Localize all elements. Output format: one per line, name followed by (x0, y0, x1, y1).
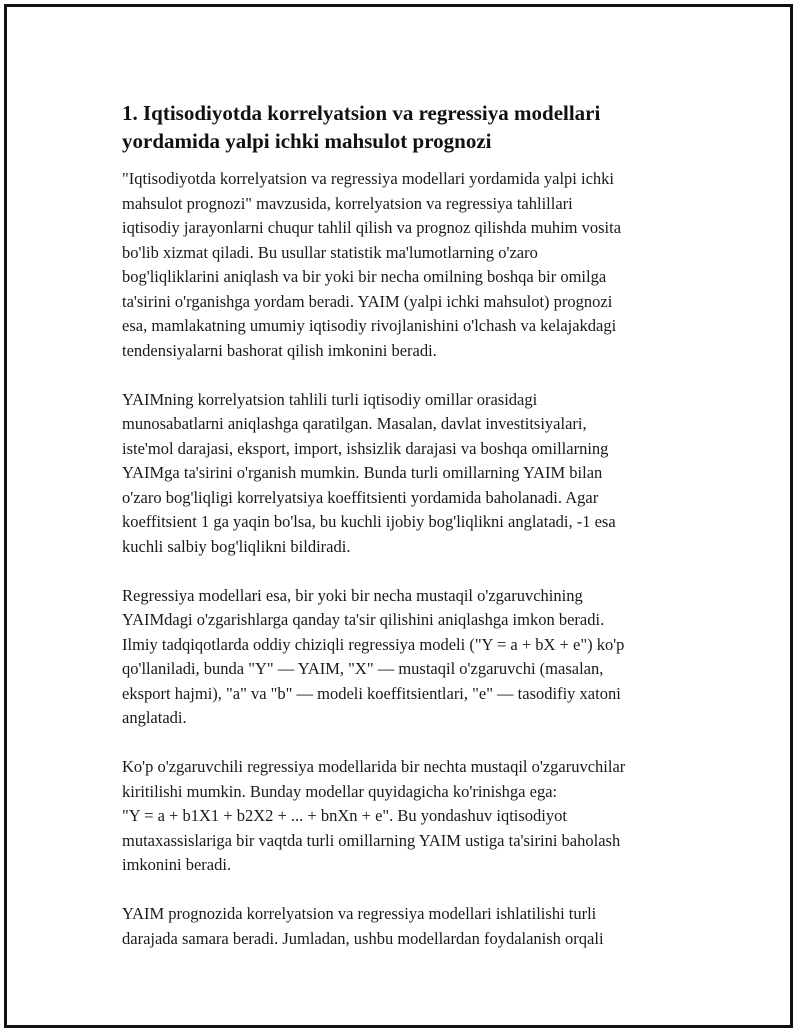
document-body (122, 99, 702, 976)
paragraph-forecast: YAIM prognozida korrelyatsion va regressiya modellari ishlatilishi turli darajada samara beradi. Jumladan, ushbu modellardan foydalanish orqali (122, 904, 604, 948)
paragraph-regression: Regressiya modellari esa, bir yoki bir necha mustaqil o'zgaruvchining YAIMdagi o'zgarishlarga qanday ta'sir qilishini aniqlashga imkon beradi. Ilmiy tadqiqotlarda oddiy chiziqli regressiya modeli ("Y = a + bX + e") ko'p qo'llaniladi, bunda "Y" — YAIM, "X" — mustaqil o'zgaruvchi (masalan, eksport hajmi), "a" va "b" — modeli koeffitsientlari, "e" — tasodifiy xatoni anglatadi. (122, 585, 625, 727)
paragraph-multivariate: Ko'p o'zgaruvchili regressiya modellarida bir nechta mustaqil o'zgaruvchilar kiritilishi mumkin. Bunday modellar quyidagicha ko'rinishga ega: "Y = a + b1X1 + b2X2 + ... + bnXn + e". Bu yondashuv iqtisodiyot mutaxassislariga bir vaqtda turli omillarning YAIM ustiga ta'sirini baholash imkonini beradi. (122, 757, 626, 874)
document-page (4, 4, 793, 1028)
paragraph-intro: "Iqtisodiyotda korrelyatsion va regressiya modellari yordamida yalpi ichki mahsulot prognozi" mavzusida, korrelyatsion va regressiya tahlillari iqtisodiy jarayonlarni chuqur tahlil qilish va prognoz qilishda muhim vosita bo'lib xizmat qiladi. Bu usullar statistik ma'lumotlarning o'zaro bog'liqliklarini aniqlash va bir yoki bir necha omilning boshqa bir omilga ta'sirini o'rganishga yordam beradi. YAIM (yalpi ichki mahsulot) prognozi esa, mamlakatning umumiy iqtisodiy rivojlanishini o'lchash va kelajakdagi tendensiyalarni bashorat qilish imkonini beradi. (122, 169, 622, 360)
document-title: 1. Iqtisodiyotda korrelyatsion va regressiya modellari yordamida yalpi ichki mahsulot prognozi (122, 101, 601, 153)
paragraph-correlation: YAIMning korrelyatsion tahlili turli iqtisodiy omillar orasidagi munosabatlarni aniqlashga qaratilgan. Masalan, davlat investitsiyalari, iste'mol darajasi, eksport, import, ishsizlik darajasi va boshqa omillarning YAIMga ta'sirini o'rganish mumkin. Bunda turli omillarning YAIM bilan o'zaro bog'liqligi korrelyatsiya koeffitsienti yordamida baholanadi. Agar koeffitsient 1 ga yaqin bo'lsa, bu kuchli ijobiy bog'liqlikni anglatadi, -1 esa kuchli salbiy bog'liqlikni bildiradi. (122, 389, 616, 556)
